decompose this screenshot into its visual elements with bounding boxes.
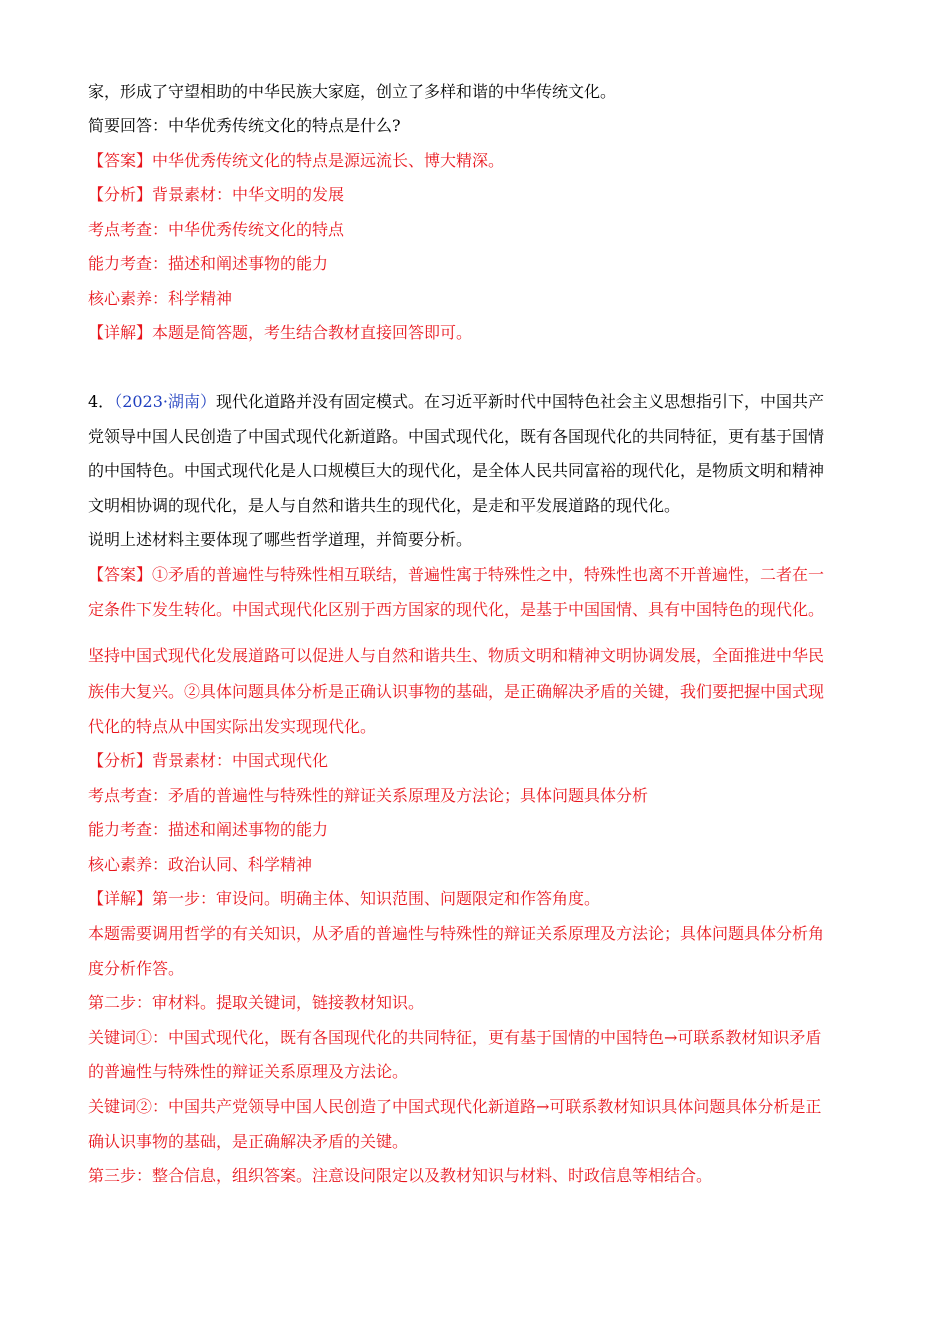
q4-detail-line-7: 关键词②：中国共产党领导中国人民创造了中国式现代化新道路→可联系教材知识具体问题具体分析是正 [88, 1097, 822, 1116]
q4-detail-line-3: 度分析作答。 [88, 959, 185, 978]
q4-detail-line-4: 第二步：审材料。提取关键词，链接教材知识。 [88, 993, 425, 1012]
q4-detail-line-8: 确认识事物的基础，是正确解决矛盾的关键。 [88, 1132, 409, 1151]
q4-stem-line-1 [88, 390, 860, 414]
q3-stem-tail: 家，形成了守望相助的中华民族大家庭，创立了多样和谐的中华传统文化。 [88, 82, 617, 101]
q4-source: （2023·湖南） [114, 392, 216, 411]
q3-detail: 【详解】本题是简答题，考生结合教材直接回答即可。 [88, 323, 473, 342]
q4-detail-line-9: 第三步：整合信息，组织答案。注意设问限定以及教材知识与材料、时政信息等相结合。 [88, 1166, 713, 1185]
q4-analysis: 【分析】背景素材：中国式现代化 [88, 751, 329, 770]
q4-stem-text-1: 现代化道路并没有固定模式。在习近平新时代中国特色社会主义思想指引下，中国共产 [216, 392, 825, 411]
q4-kaodian: 考点考查：矛盾的普遍性与特殊性的辩证关系原理及方法论；具体问题具体分析 [88, 786, 649, 805]
q4-answer-line-3: 坚持中国式现代化发展道路可以促进人与自然和谐共生、物质文明和精神文明协调发展，全面推进中华民 [88, 646, 825, 665]
q3-kaodian: 考点考查：中华优秀传统文化的特点 [88, 220, 345, 239]
q3-answer: 【答案】中华优秀传统文化的特点是源远流长、博大精深。 [88, 151, 505, 170]
q4-detail-line-2: 本题需要调用哲学的有关知识，从矛盾的普遍性与特殊性的辩证关系原理及方法论；具体问题具体分析角 [88, 924, 825, 943]
q4-detail-line-6: 的普遍性与特殊性的辩证关系原理及方法论。 [88, 1062, 409, 1081]
q4-stem-line-3: 的中国特色。中国式现代化是人口规模巨大的现代化，是全体人民共同富裕的现代化，是物质文明和精神 [88, 461, 825, 480]
q4-number: 4． [88, 392, 115, 411]
q3-analysis: 【分析】背景素材：中华文明的发展 [88, 185, 345, 204]
q4-answer-line-4: 族伟大复兴。②具体问题具体分析是正确认识事物的基础，是正确解决矛盾的关键，我们要把握中国式现 [88, 682, 825, 701]
q4-detail-line-5: 关键词①：中国式现代化，既有各国现代化的共同特征，更有基于国情的中国特色→可联系教材知识矛盾 [88, 1028, 822, 1047]
q4-answer-line-1: 【答案】①矛盾的普遍性与特殊性相互联结，普遍性寓于特殊性之中，特殊性也离不开普遍性，二者在一 [88, 565, 825, 584]
q4-answer-line-5: 代化的特点从中国实际出发实现现代化。 [88, 717, 377, 736]
q4-answer-line-2: 定条件下发生转化。中国式现代化区别于西方国家的现代化，是基于中国国情、具有中国特色的现代化。 [88, 600, 825, 619]
q4-detail-line-1: 【详解】第一步：审设问。明确主体、知识范围、问题限定和作答角度。 [88, 889, 601, 908]
q4-question: 说明上述材料主要体现了哪些哲学道理，并简要分析。 [88, 530, 473, 549]
q3-suyang: 核心素养：科学精神 [88, 289, 233, 308]
q3-question: 简要回答：中华优秀传统文化的特点是什么? [88, 116, 401, 135]
q4-stem-line-4: 文明相协调的现代化，是人与自然和谐共生的现代化，是走和平发展道路的现代化。 [88, 496, 681, 515]
q4-suyang: 核心素养：政治认同、科学精神 [88, 855, 313, 874]
q3-nengli: 能力考查：描述和阐述事物的能力 [88, 254, 329, 273]
q4-stem-line-2: 党领导中国人民创造了中国式现代化新道路。中国式现代化，既有各国现代化的共同特征，更有基于国情 [88, 427, 825, 446]
q4-nengli: 能力考查：描述和阐述事物的能力 [88, 820, 329, 839]
